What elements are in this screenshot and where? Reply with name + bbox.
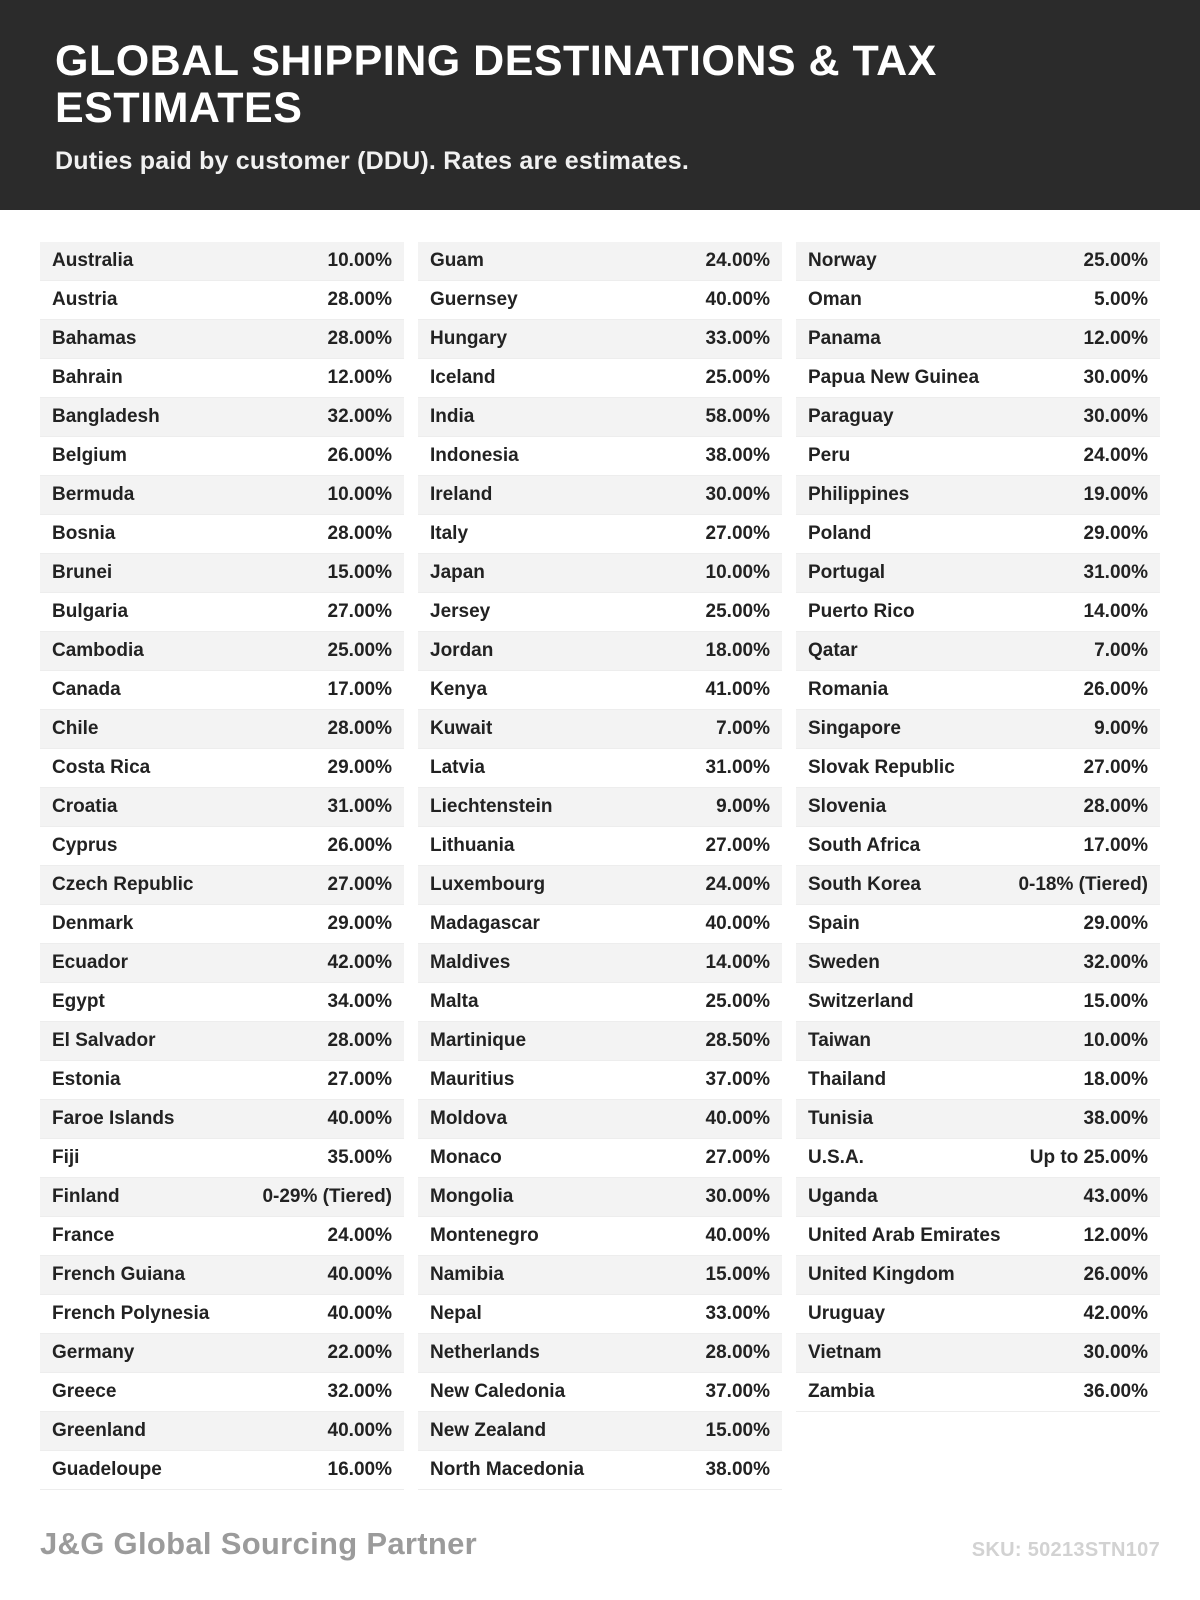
tax-rate-value: 24.00% xyxy=(1083,444,1148,466)
tax-rate-value: 28.00% xyxy=(327,1029,392,1051)
table-row xyxy=(796,866,1160,905)
country-name: Cambodia xyxy=(52,639,144,661)
tax-rate-value: 38.00% xyxy=(705,444,770,466)
tax-rate-value: 32.00% xyxy=(327,1380,392,1402)
country-name: Guernsey xyxy=(430,288,518,310)
page-title: GLOBAL SHIPPING DESTINATIONS & TAX ESTIMATES xyxy=(55,37,937,133)
country-name: Denmark xyxy=(52,912,134,934)
country-name: Namibia xyxy=(430,1263,504,1285)
country-name: South Africa xyxy=(808,834,921,856)
table-row xyxy=(796,749,1160,788)
table-row xyxy=(40,827,404,866)
table-row xyxy=(796,632,1160,671)
table-row xyxy=(40,866,404,905)
tax-rate-value: 28.00% xyxy=(705,1341,770,1363)
country-name: Zambia xyxy=(808,1380,875,1402)
tax-rate-value: 5.00% xyxy=(1094,288,1148,310)
table-row xyxy=(40,1178,404,1217)
table-row xyxy=(40,437,404,476)
country-name: Montenegro xyxy=(430,1224,539,1246)
tax-rate-value: 58.00% xyxy=(705,405,770,427)
tax-rate-value: 27.00% xyxy=(327,1068,392,1090)
tax-rate-value: 18.00% xyxy=(705,639,770,661)
tax-rate-value: 27.00% xyxy=(327,873,392,895)
tax-rate-value: 29.00% xyxy=(327,912,392,934)
table-row xyxy=(40,1100,404,1139)
tax-rate-value: 32.00% xyxy=(327,405,392,427)
tax-rate-value: 22.00% xyxy=(327,1341,392,1363)
table-row xyxy=(40,944,404,983)
tax-rate-value: 18.00% xyxy=(1083,1068,1148,1090)
table-row xyxy=(418,1334,782,1373)
tax-rate-value: 25.00% xyxy=(705,600,770,622)
table-row xyxy=(418,476,782,515)
tax-rate-value: 24.00% xyxy=(705,249,770,271)
country-name: Papua New Guinea xyxy=(808,366,980,388)
country-name: Puerto Rico xyxy=(808,600,915,622)
tax-rate-value: 0-29% (Tiered) xyxy=(262,1185,392,1207)
rates-column-1 xyxy=(40,242,404,1490)
tax-rate-value: 10.00% xyxy=(1083,1029,1148,1051)
country-name: Oman xyxy=(808,288,862,310)
table-row xyxy=(796,242,1160,281)
country-name: Czech Republic xyxy=(52,873,194,895)
tax-rate-value: 9.00% xyxy=(1094,717,1148,739)
country-name: Chile xyxy=(52,717,99,739)
tax-rate-value: 27.00% xyxy=(327,600,392,622)
country-name: Iceland xyxy=(430,366,496,388)
country-name: Vietnam xyxy=(808,1341,882,1363)
country-name: Luxembourg xyxy=(430,873,546,895)
tax-rate-value: 37.00% xyxy=(705,1068,770,1090)
tax-rate-value: 15.00% xyxy=(705,1419,770,1441)
table-row xyxy=(418,242,782,281)
tax-rate-value: 28.50% xyxy=(705,1029,770,1051)
table-row xyxy=(796,671,1160,710)
table-row xyxy=(40,281,404,320)
country-name: Ireland xyxy=(430,483,493,505)
table-row xyxy=(40,632,404,671)
country-name: Sweden xyxy=(808,951,880,973)
table-row xyxy=(796,359,1160,398)
tax-rate-value: 17.00% xyxy=(1083,834,1148,856)
table-row xyxy=(418,944,782,983)
table-row xyxy=(418,1451,782,1490)
tax-rate-value: 27.00% xyxy=(705,1146,770,1168)
table-row xyxy=(418,398,782,437)
table-row xyxy=(796,1061,1160,1100)
table-row xyxy=(40,320,404,359)
tax-rate-value: 26.00% xyxy=(327,444,392,466)
tax-rate-value: 40.00% xyxy=(705,1224,770,1246)
country-name: Fiji xyxy=(52,1146,80,1168)
tax-rate-value: 41.00% xyxy=(705,678,770,700)
country-name: Madagascar xyxy=(430,912,540,934)
tax-rate-value: 25.00% xyxy=(327,639,392,661)
table-row xyxy=(40,671,404,710)
country-name: El Salvador xyxy=(52,1029,156,1051)
country-name: New Caledonia xyxy=(430,1380,566,1402)
country-name: Bahrain xyxy=(52,366,123,388)
table-row xyxy=(40,1256,404,1295)
tax-rate-value: 28.00% xyxy=(327,327,392,349)
tax-rate-value: 30.00% xyxy=(1083,1341,1148,1363)
tax-rate-value: 31.00% xyxy=(327,795,392,817)
country-name: New Zealand xyxy=(430,1419,547,1441)
rates-column-2 xyxy=(418,242,782,1490)
country-name: Canada xyxy=(52,678,121,700)
country-name: Uruguay xyxy=(808,1302,886,1324)
country-name: Finland xyxy=(52,1185,120,1207)
tax-rate-value: 15.00% xyxy=(1083,990,1148,1012)
table-row xyxy=(796,1022,1160,1061)
tax-rate-value: 40.00% xyxy=(327,1419,392,1441)
table-row xyxy=(418,515,782,554)
country-name: Peru xyxy=(808,444,851,466)
table-row xyxy=(418,1373,782,1412)
table-row xyxy=(40,359,404,398)
country-name: Moldova xyxy=(430,1107,508,1129)
table-row xyxy=(796,944,1160,983)
table-row xyxy=(796,1217,1160,1256)
table-row xyxy=(40,1217,404,1256)
tax-rate-value: 29.00% xyxy=(1083,522,1148,544)
country-name: Spain xyxy=(808,912,860,934)
country-name: North Macedonia xyxy=(430,1458,585,1480)
table-row xyxy=(418,710,782,749)
tax-rate-value: 42.00% xyxy=(1083,1302,1148,1324)
tax-rate-value: 16.00% xyxy=(327,1458,392,1480)
table-row xyxy=(40,476,404,515)
table-row xyxy=(796,1178,1160,1217)
country-name: Norway xyxy=(808,249,877,271)
country-name: Tunisia xyxy=(808,1107,874,1129)
table-row xyxy=(418,905,782,944)
tax-rate-value: 15.00% xyxy=(705,1263,770,1285)
tax-rate-value: 14.00% xyxy=(1083,600,1148,622)
table-row xyxy=(796,1295,1160,1334)
table-row xyxy=(418,554,782,593)
tax-rate-value: 9.00% xyxy=(716,795,770,817)
tax-rate-value: 35.00% xyxy=(327,1146,392,1168)
tax-rate-value: 7.00% xyxy=(716,717,770,739)
country-name: United Arab Emirates xyxy=(808,1224,1001,1246)
country-name: Brunei xyxy=(52,561,113,583)
table-row xyxy=(418,671,782,710)
country-name: Costa Rica xyxy=(52,756,151,778)
country-name: Netherlands xyxy=(430,1341,540,1363)
tax-rate-value: 40.00% xyxy=(327,1107,392,1129)
tax-rate-value: 12.00% xyxy=(327,366,392,388)
tax-rate-value: 25.00% xyxy=(705,990,770,1012)
table-row xyxy=(796,437,1160,476)
table-row xyxy=(418,1256,782,1295)
country-name: Mongolia xyxy=(430,1185,514,1207)
tax-rate-value: 31.00% xyxy=(1083,561,1148,583)
tax-rate-value: Up to 25.00% xyxy=(1029,1146,1148,1168)
table-row xyxy=(796,710,1160,749)
country-name: Nepal xyxy=(430,1302,482,1324)
table-row xyxy=(418,1412,782,1451)
table-row xyxy=(796,983,1160,1022)
country-name: Latvia xyxy=(430,756,485,778)
country-name: Singapore xyxy=(808,717,901,739)
table-row xyxy=(40,1061,404,1100)
table-row xyxy=(796,905,1160,944)
tax-rate-value: 27.00% xyxy=(1083,756,1148,778)
tax-rate-value: 24.00% xyxy=(705,873,770,895)
tax-rate-value: 7.00% xyxy=(1094,639,1148,661)
table-row xyxy=(40,983,404,1022)
tax-rate-value: 10.00% xyxy=(705,561,770,583)
table-row xyxy=(418,827,782,866)
table-row xyxy=(796,320,1160,359)
tax-rate-value: 0-18% (Tiered) xyxy=(1018,873,1148,895)
tax-rate-value: 40.00% xyxy=(705,912,770,934)
country-name: Hungary xyxy=(430,327,508,349)
country-name: South Korea xyxy=(808,873,921,895)
tax-rate-value: 26.00% xyxy=(327,834,392,856)
country-name: Cyprus xyxy=(52,834,118,856)
table-row xyxy=(796,1334,1160,1373)
tax-rate-value: 17.00% xyxy=(327,678,392,700)
tax-rate-value: 28.00% xyxy=(327,288,392,310)
country-name: Romania xyxy=(808,678,889,700)
country-name: Switzerland xyxy=(808,990,914,1012)
tax-rate-value: 10.00% xyxy=(327,483,392,505)
tax-rate-value: 40.00% xyxy=(705,1107,770,1129)
tax-rate-value: 25.00% xyxy=(705,366,770,388)
country-name: Bahamas xyxy=(52,327,137,349)
tax-rate-value: 36.00% xyxy=(1083,1380,1148,1402)
table-row xyxy=(418,1217,782,1256)
table-row xyxy=(40,1373,404,1412)
table-row xyxy=(796,1373,1160,1412)
tax-rate-value: 28.00% xyxy=(327,522,392,544)
table-row xyxy=(418,320,782,359)
country-name: Bulgaria xyxy=(52,600,129,622)
tax-rate-value: 26.00% xyxy=(1083,1263,1148,1285)
tax-rate-value: 42.00% xyxy=(327,951,392,973)
table-row xyxy=(40,749,404,788)
country-name: India xyxy=(430,405,475,427)
country-name: Mauritius xyxy=(430,1068,515,1090)
country-name: U.S.A. xyxy=(808,1146,864,1168)
country-name: Guadeloupe xyxy=(52,1458,162,1480)
table-row xyxy=(40,1295,404,1334)
tax-rate-value: 40.00% xyxy=(327,1263,392,1285)
country-name: Australia xyxy=(52,249,134,271)
country-name: Uganda xyxy=(808,1185,878,1207)
tax-rate-value: 38.00% xyxy=(1083,1107,1148,1129)
country-name: Philippines xyxy=(808,483,910,505)
country-name: Belgium xyxy=(52,444,127,466)
table-row xyxy=(40,1334,404,1373)
country-name: Liechtenstein xyxy=(430,795,553,817)
country-name: French Guiana xyxy=(52,1263,186,1285)
table-row xyxy=(40,710,404,749)
tax-rate-value: 27.00% xyxy=(705,522,770,544)
tax-rate-value: 38.00% xyxy=(705,1458,770,1480)
table-row xyxy=(418,866,782,905)
tax-rate-value: 30.00% xyxy=(1083,366,1148,388)
tax-rate-value: 29.00% xyxy=(1083,912,1148,934)
table-row xyxy=(418,281,782,320)
tax-rate-value: 28.00% xyxy=(327,717,392,739)
country-name: Egypt xyxy=(52,990,105,1012)
tax-rate-value: 10.00% xyxy=(327,249,392,271)
tax-rate-value: 25.00% xyxy=(1083,249,1148,271)
tax-rate-value: 43.00% xyxy=(1083,1185,1148,1207)
tax-rate-value: 19.00% xyxy=(1083,483,1148,505)
country-name: Poland xyxy=(808,522,872,544)
country-name: Croatia xyxy=(52,795,118,817)
table-row xyxy=(796,593,1160,632)
country-name: Slovenia xyxy=(808,795,887,817)
tax-rate-value: 30.00% xyxy=(1083,405,1148,427)
sku-label: SKU: 50213STN107 xyxy=(971,1539,1160,1561)
table-row xyxy=(796,281,1160,320)
tax-rate-value: 12.00% xyxy=(1083,1224,1148,1246)
table-row xyxy=(418,1022,782,1061)
table-row xyxy=(418,983,782,1022)
tax-rate-value: 40.00% xyxy=(705,288,770,310)
country-name: Kuwait xyxy=(430,717,493,739)
tax-rate-value: 24.00% xyxy=(327,1224,392,1246)
tax-rate-value: 33.00% xyxy=(705,327,770,349)
table-row xyxy=(40,905,404,944)
country-name: Faroe Islands xyxy=(52,1107,175,1129)
table-row xyxy=(40,788,404,827)
table-row xyxy=(796,515,1160,554)
country-name: Maldives xyxy=(430,951,511,973)
table-row xyxy=(40,1451,404,1490)
tax-rate-value: 34.00% xyxy=(327,990,392,1012)
table-row xyxy=(40,1022,404,1061)
country-name: Slovak Republic xyxy=(808,756,955,778)
table-row xyxy=(418,1178,782,1217)
table-row xyxy=(418,1100,782,1139)
table-row xyxy=(40,1139,404,1178)
tax-rate-value: 29.00% xyxy=(327,756,392,778)
tax-rate-value: 32.00% xyxy=(1083,951,1148,973)
country-name: Qatar xyxy=(808,639,858,661)
tax-rate-value: 37.00% xyxy=(705,1380,770,1402)
country-name: Panama xyxy=(808,327,881,349)
country-name: Italy xyxy=(430,522,469,544)
tax-rate-value: 30.00% xyxy=(705,483,770,505)
country-name: Monaco xyxy=(430,1146,502,1168)
country-name: Greenland xyxy=(52,1419,146,1441)
table-row xyxy=(40,398,404,437)
country-name: Germany xyxy=(52,1341,135,1363)
country-name: Guam xyxy=(430,249,484,271)
country-name: Jersey xyxy=(430,600,491,622)
tax-rate-value: 33.00% xyxy=(705,1302,770,1324)
country-name: Greece xyxy=(52,1380,117,1402)
header-banner xyxy=(0,0,1200,210)
table-row xyxy=(796,476,1160,515)
page-footer xyxy=(0,1526,1200,1562)
table-row xyxy=(40,1412,404,1451)
table-row xyxy=(418,1139,782,1178)
table-row xyxy=(796,1256,1160,1295)
country-name: France xyxy=(52,1224,115,1246)
country-name: Jordan xyxy=(430,639,494,661)
brand-name: J&G Global Sourcing Partner xyxy=(40,1526,478,1561)
tax-rate-value: 14.00% xyxy=(705,951,770,973)
country-name: Ecuador xyxy=(52,951,129,973)
tax-rate-value: 31.00% xyxy=(705,756,770,778)
country-name: Bermuda xyxy=(52,483,135,505)
table-row xyxy=(418,749,782,788)
country-name: Portugal xyxy=(808,561,886,583)
tax-rate-value: 27.00% xyxy=(705,834,770,856)
country-name: Bangladesh xyxy=(52,405,160,427)
table-row xyxy=(796,554,1160,593)
tax-rate-value: 30.00% xyxy=(705,1185,770,1207)
tax-rate-value: 28.00% xyxy=(1083,795,1148,817)
table-row xyxy=(418,1061,782,1100)
country-name: Austria xyxy=(52,288,118,310)
tax-rate-value: 26.00% xyxy=(1083,678,1148,700)
table-row xyxy=(418,593,782,632)
table-row xyxy=(40,554,404,593)
table-row xyxy=(796,1139,1160,1178)
country-name: Kenya xyxy=(430,678,488,700)
table-row xyxy=(796,827,1160,866)
country-name: Indonesia xyxy=(430,444,519,466)
table-row xyxy=(796,398,1160,437)
tax-rate-value: 15.00% xyxy=(327,561,392,583)
country-name: Taiwan xyxy=(808,1029,871,1051)
table-row xyxy=(418,788,782,827)
country-name: Malta xyxy=(430,990,479,1012)
country-name: Lithuania xyxy=(430,834,515,856)
rates-column-3 xyxy=(796,242,1160,1490)
table-row xyxy=(418,359,782,398)
table-row xyxy=(418,437,782,476)
table-row xyxy=(796,788,1160,827)
country-name: Martinique xyxy=(430,1029,527,1051)
country-name: Japan xyxy=(430,561,485,583)
country-name: Thailand xyxy=(808,1068,887,1090)
table-row xyxy=(40,242,404,281)
tax-rate-value: 40.00% xyxy=(327,1302,392,1324)
country-name: United Kingdom xyxy=(808,1263,955,1285)
rates-table xyxy=(0,210,1200,1490)
page-subtitle: Duties paid by customer (DDU). Rates are estimates. xyxy=(55,146,690,175)
table-row xyxy=(418,1295,782,1334)
country-name: Paraguay xyxy=(808,405,894,427)
table-row xyxy=(40,593,404,632)
country-name: Estonia xyxy=(52,1068,121,1090)
table-row xyxy=(418,632,782,671)
tax-rate-value: 12.00% xyxy=(1083,327,1148,349)
country-name: French Polynesia xyxy=(52,1302,210,1324)
table-row xyxy=(40,515,404,554)
table-row xyxy=(796,1100,1160,1139)
country-name: Bosnia xyxy=(52,522,116,544)
